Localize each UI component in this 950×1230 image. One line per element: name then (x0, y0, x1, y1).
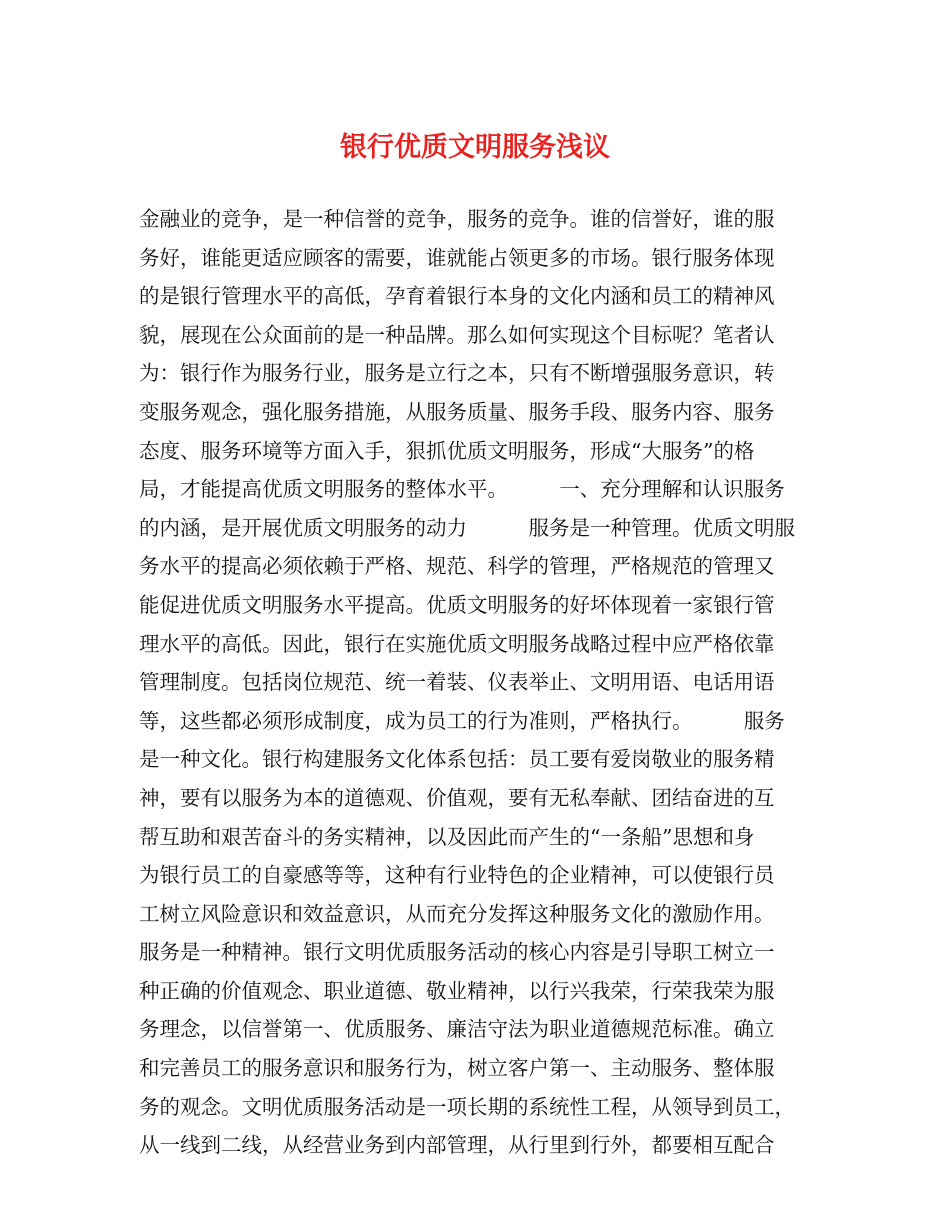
body-line: 理水平的高低。因此，银行在实施优质文明服务战略过程中应严格依靠 (139, 631, 775, 656)
body-line: 务的观念。文明优质服务活动是一项长期的系统性工程，从领导到员工， (139, 1094, 795, 1119)
body-line: 从一线到二线，从经营业务到内部管理，从行里到行外，都要相互配合 (139, 1133, 775, 1158)
body-line: 是一种文化。银行构建服务文化体系包括：员工要有爱岗敬业的服务精 (139, 747, 775, 772)
body-line: 帮互助和艰苦奋斗的务实精神，以及因此而产生的“一条船”思想和身 (139, 824, 755, 849)
body-line: 能促进优质文明服务水平提高。优质文明服务的好坏体现着一家银行管 (139, 592, 775, 617)
body-line: 态度、服务环境等方面入手，狠抓优质文明服务，形成“大服务”的格 (139, 438, 755, 463)
document-title: 银行优质文明服务浅议 (340, 132, 610, 163)
body-line: 局，才能提高优质文明服务的整体水平。 一、充分理解和认识服务 (139, 477, 785, 502)
body-line: 金融业的竞争，是一种信誉的竞争，服务的竞争。谁的信誉好，谁的服 (139, 207, 775, 231)
body-line: 等，这些都必须形成制度，成为员工的行为准则，严格执行。 服务 (139, 708, 785, 733)
body-line: 为：银行作为服务行业，服务是立行之本，只有不断增强服务意识，转 (139, 361, 775, 386)
body-line: 貌，展现在公众面前的是一种品牌。那么如何实现这个目标呢？笔者认 (139, 322, 775, 347)
body-line: 变服务观念，强化服务措施，从服务质量、服务手段、服务内容、服务 (139, 399, 775, 424)
document-body (139, 200, 819, 1165)
body-line: 工树立风险意识和效益意识，从而充分发挥这种服务文化的激励作用。 (139, 901, 775, 926)
body-line: 务好，谁能更适应顾客的需要，谁就能占领更多的市场。银行服务体现 (139, 245, 775, 270)
body-line: 为银行员工的自豪感等等，这种有行业特色的企业精神，可以使银行员 (139, 863, 775, 888)
body-line: 务理念，以信誉第一、优质服务、廉洁守法为职业道德规范标准。确立 (139, 1017, 775, 1042)
body-line: 神，要有以服务为本的道德观、价值观，要有无私奉献、团结奋进的互 (139, 785, 775, 810)
body-line: 和完善员工的服务意识和服务行为，树立客户第一、主动服务、整体服 (139, 1056, 775, 1081)
body-line: 的内涵，是开展优质文明服务的动力 服务是一种管理。优质文明服 (139, 515, 795, 540)
body-line: 的是银行管理水平的高低，孕育着银行本身的文化内涵和员工的精神风 (139, 284, 775, 309)
body-line: 务水平的提高必须依赖于严格、规范、科学的管理，严格规范的管理又 (139, 554, 775, 579)
body-line: 服务是一种精神。银行文明优质服务活动的核心内容是引导职工树立一 (139, 940, 775, 965)
body-line: 种正确的价值观念、职业道德、敬业精神，以行兴我荣，行荣我荣为服 (139, 978, 775, 1003)
body-line: 管理制度。包括岗位规范、统一着装、仪表举止、文明用语、电话用语 (139, 670, 775, 695)
